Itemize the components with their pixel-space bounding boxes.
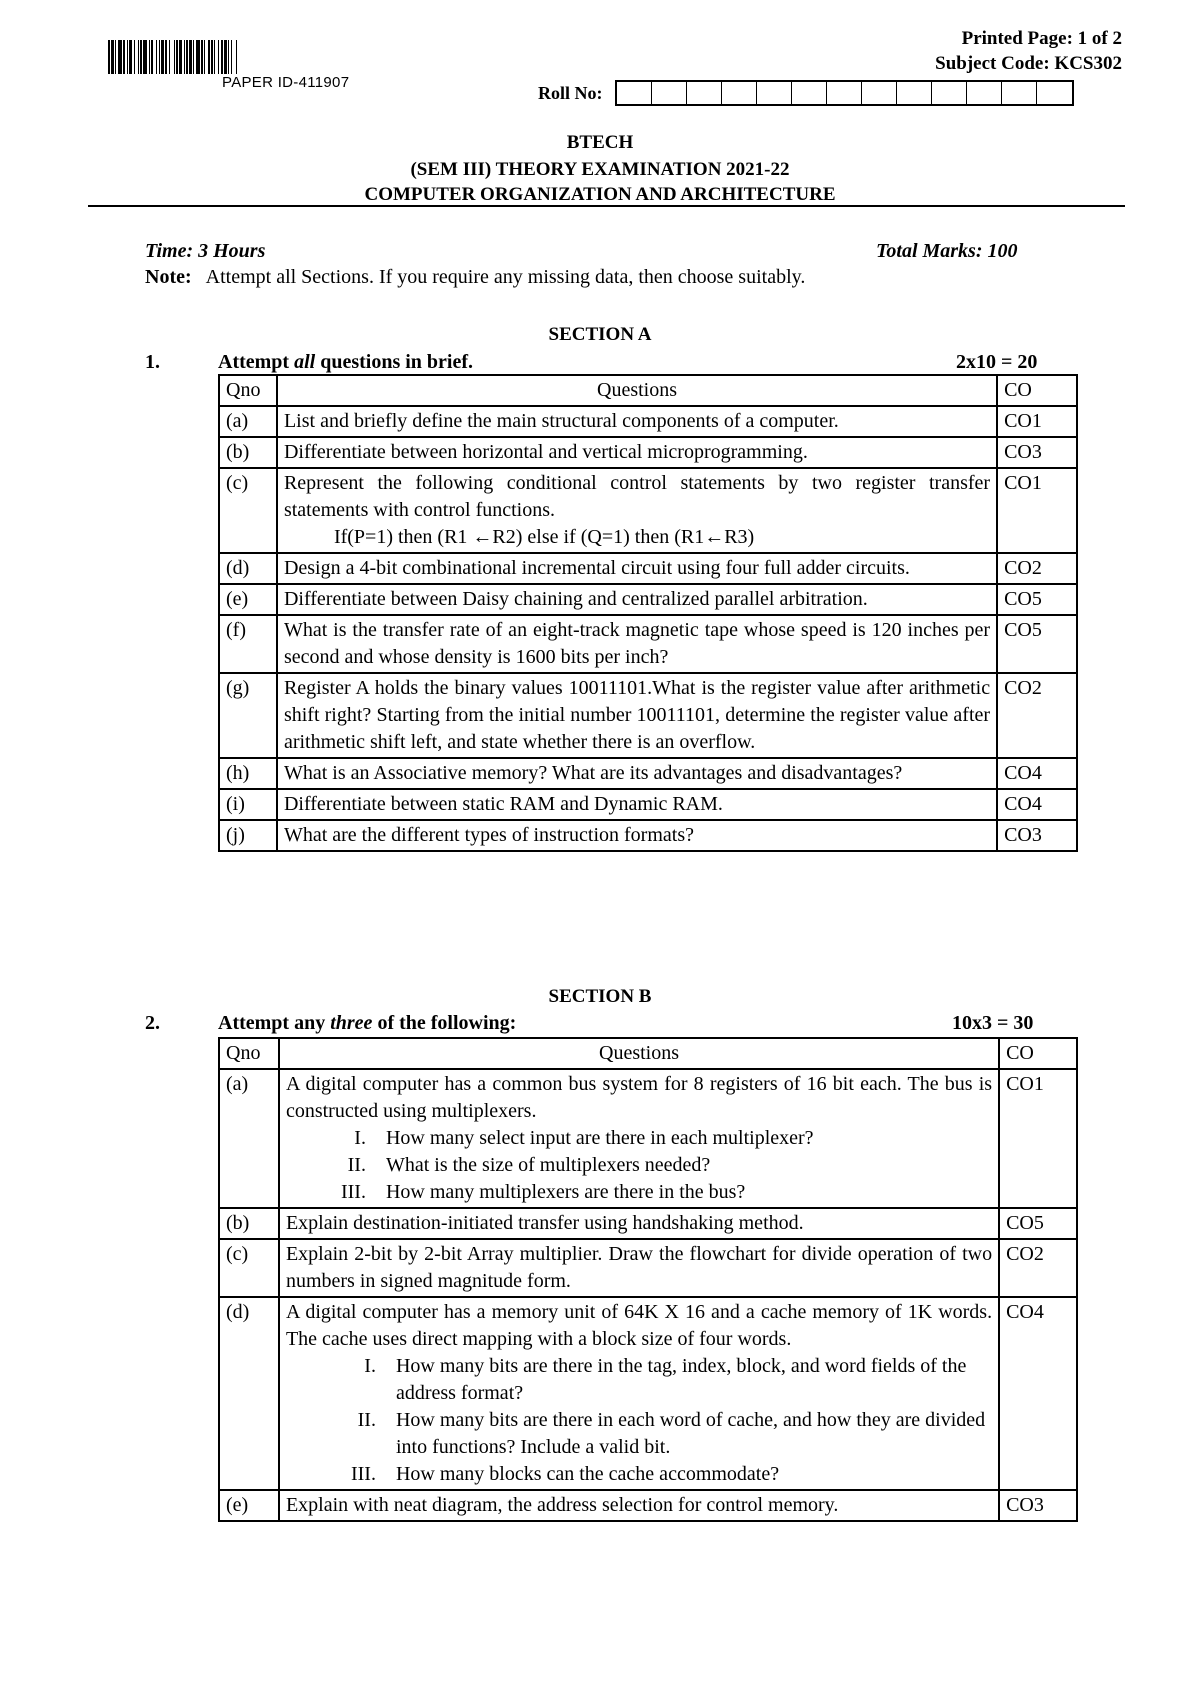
question-co: CO1	[997, 468, 1077, 553]
section-b-number: 2.	[145, 1012, 160, 1034]
sub-question-number: III.	[350, 1463, 376, 1485]
question-text	[277, 789, 997, 820]
sub-question-text: How many multiplexers are there in the bus?	[385, 1181, 746, 1203]
question-row	[219, 673, 1077, 758]
question-number: (d)	[219, 1297, 279, 1490]
roll-digit-box[interactable]	[652, 82, 687, 104]
question-co: CO4	[997, 758, 1077, 789]
roll-digit-box[interactable]	[757, 82, 792, 104]
roll-digit-box[interactable]	[1002, 82, 1037, 104]
total-marks: Total Marks: 100	[876, 240, 1018, 262]
question-number: (c)	[219, 468, 277, 553]
question-body: List and briefly define the main structural components of a computer.	[283, 410, 839, 432]
sub-question	[286, 1353, 992, 1407]
question-co: CO1	[999, 1069, 1077, 1208]
col-questions: Questions	[279, 1038, 999, 1069]
roll-digit-box[interactable]	[897, 82, 932, 104]
question-body: A digital computer has a memory unit of 64K X 16 and a cache memory of 1K words. The cache uses direct mapping with a block size of four words.	[285, 1301, 993, 1350]
note-label: Note:	[145, 266, 192, 288]
question-text	[279, 1490, 999, 1521]
exam-time: Time: 3 Hours	[145, 240, 266, 262]
roll-digit-box[interactable]	[967, 82, 1002, 104]
question-body: Differentiate between horizontal and vertical microprogramming.	[283, 441, 808, 463]
question-number: (d)	[219, 553, 277, 584]
question-text	[277, 584, 997, 615]
section-b-marks: 10x3 = 30	[952, 1012, 1034, 1034]
sub-question-number: II.	[357, 1409, 376, 1431]
question-co: CO5	[999, 1208, 1077, 1239]
table-header	[219, 375, 1077, 406]
question-text	[279, 1069, 999, 1208]
question-row	[219, 437, 1077, 468]
col-qno: Qno	[219, 1038, 279, 1069]
roll-digit-box[interactable]	[1037, 82, 1072, 104]
roll-number-field[interactable]	[538, 80, 1074, 106]
question-row	[219, 584, 1077, 615]
sub-question-text: How many bits are there in each word of cache, and how they are divided into functions? Include a valid bit.	[395, 1409, 986, 1458]
question-row	[219, 758, 1077, 789]
question-co: CO4	[997, 789, 1077, 820]
question-number: (b)	[219, 437, 277, 468]
question-text	[277, 468, 997, 553]
question-row	[219, 1239, 1077, 1297]
question-number: (a)	[219, 1069, 279, 1208]
question-body: Represent the following conditional control statements by two register transfer statements with control functions.	[283, 472, 991, 521]
question-text	[279, 1297, 999, 1490]
exam-title: (SEM III) THEORY EXAMINATION 2021-22	[410, 159, 790, 180]
paper-id: PAPER ID-411907	[222, 74, 350, 91]
question-text	[279, 1208, 999, 1239]
note-text: Attempt all Sections. If you require any missing data, then choose suitably.	[205, 266, 806, 288]
sub-question	[286, 1152, 992, 1179]
section-b-table	[218, 1037, 1078, 1522]
question-body: Differentiate between Daisy chaining and centralized parallel arbitration.	[283, 588, 868, 610]
section-a-instruction: Attempt all questions in brief.	[218, 351, 474, 373]
roll-digit-box[interactable]	[792, 82, 827, 104]
question-co: CO2	[999, 1239, 1077, 1297]
question-number: (j)	[219, 820, 277, 851]
sub-question-number: II.	[347, 1154, 366, 1176]
col-qno: Qno	[219, 375, 277, 406]
question-text	[277, 673, 997, 758]
sub-question-text: How many select input are there in each multiplexer?	[385, 1127, 814, 1149]
question-co: CO5	[997, 584, 1077, 615]
barcode-bar	[237, 40, 239, 74]
question-row	[219, 789, 1077, 820]
question-number: (b)	[219, 1208, 279, 1239]
question-number: (c)	[219, 1239, 279, 1297]
sub-question-number: I.	[364, 1355, 376, 1377]
barcode	[108, 40, 472, 74]
question-co: CO3	[999, 1490, 1077, 1521]
question-text	[277, 406, 997, 437]
section-a-table	[218, 374, 1078, 852]
question-number: (e)	[219, 584, 277, 615]
question-co: CO5	[997, 615, 1077, 673]
question-co: CO3	[997, 437, 1077, 468]
roll-digit-box[interactable]	[932, 82, 967, 104]
question-body: Explain 2-bit by 2-bit Array multiplier. Draw the flowchart for divide operation of two numbers in signed magnitude form.	[285, 1243, 993, 1292]
question-row	[219, 1490, 1077, 1521]
question-row	[219, 615, 1077, 673]
section-a-marks: 2x10 = 20	[956, 351, 1038, 373]
printed-page: Printed Page: 1 of 2	[961, 28, 1122, 49]
col-co: CO	[997, 375, 1077, 406]
section-b-instruction: Attempt any three of the following:	[218, 1012, 517, 1034]
sub-question-text: How many bits are there in the tag, index, block, and word fields of the address format?	[395, 1355, 967, 1404]
question-number: (e)	[219, 1490, 279, 1521]
roll-label: Roll No:	[538, 82, 603, 103]
question-number: (h)	[219, 758, 277, 789]
question-text	[279, 1239, 999, 1297]
degree-title: BTECH	[566, 132, 634, 153]
question-row	[219, 820, 1077, 851]
question-text	[277, 437, 997, 468]
subject-code: Subject Code: KCS302	[935, 53, 1122, 74]
roll-digit-box[interactable]	[687, 82, 722, 104]
sub-question-text: How many blocks can the cache accommodate?	[395, 1463, 780, 1485]
question-text	[277, 553, 997, 584]
question-number: (g)	[219, 673, 277, 758]
table-header	[219, 1038, 1077, 1069]
question-body: Design a 4-bit combinational incremental circuit using four full adder circuits.	[283, 557, 910, 579]
question-body: Register A holds the binary values 10011101.What is the register value after arithmetic shift right? Starting from the initial number 10011101, determine the register value after arithmetic shift left, and state whether there is an overflow.	[283, 677, 991, 753]
sub-question-number: III.	[340, 1181, 366, 1203]
col-questions: Questions	[277, 375, 997, 406]
question-body: What are the different types of instruction formats?	[283, 824, 694, 846]
question-text	[277, 758, 997, 789]
section-b-title: SECTION B	[548, 986, 652, 1007]
course-title: COMPUTER ORGANIZATION AND ARCHITECTURE	[364, 184, 836, 205]
question-body: What is an Associative memory? What are its advantages and disadvantages?	[283, 762, 903, 784]
question-number: (a)	[219, 406, 277, 437]
question-row	[219, 1208, 1077, 1239]
sub-question	[286, 1125, 992, 1152]
sub-question	[286, 1461, 992, 1488]
question-body: Differentiate between static RAM and Dynamic RAM.	[283, 793, 723, 815]
roll-digit-box[interactable]	[827, 82, 862, 104]
sub-question-text: What is the size of multiplexers needed?	[385, 1154, 711, 1176]
roll-digit-box[interactable]	[617, 82, 652, 104]
question-body: What is the transfer rate of an eight-track magnetic tape whose speed is 120 inches per second and whose density is 1600 bits per inch?	[283, 619, 991, 668]
question-row	[219, 468, 1077, 553]
question-co: CO3	[997, 820, 1077, 851]
question-body: Explain with neat diagram, the address selection for control memory.	[285, 1494, 839, 1516]
sub-question-number: I.	[354, 1127, 366, 1149]
question-co: CO2	[997, 553, 1077, 584]
roll-number-boxes[interactable]	[615, 80, 1074, 106]
question-row	[219, 1297, 1077, 1490]
section-a-title: SECTION A	[548, 324, 652, 345]
col-co: CO	[999, 1038, 1077, 1069]
question-row	[219, 553, 1077, 584]
roll-digit-box[interactable]	[862, 82, 897, 104]
question-row	[219, 1069, 1077, 1208]
question-text	[277, 615, 997, 673]
title-divider	[88, 205, 1125, 207]
sub-question	[286, 1407, 992, 1461]
question-number: (i)	[219, 789, 277, 820]
question-statement: If(P=1) then (R1 ←R2) else if (Q=1) then (R1←R3)	[333, 526, 755, 548]
exam-note	[145, 266, 805, 289]
question-co: CO4	[999, 1297, 1077, 1490]
question-row	[219, 406, 1077, 437]
question-number: (f)	[219, 615, 277, 673]
question-body: A digital computer has a common bus system for 8 registers of 16 bit each. The bus is constructed using multiplexers.	[285, 1073, 993, 1122]
roll-digit-box[interactable]	[722, 82, 757, 104]
section-a-number: 1.	[145, 351, 160, 373]
question-text	[277, 820, 997, 851]
sub-question	[286, 1179, 992, 1206]
question-body: Explain destination-initiated transfer using handshaking method.	[285, 1212, 804, 1234]
question-co: CO2	[997, 673, 1077, 758]
question-co: CO1	[997, 406, 1077, 437]
